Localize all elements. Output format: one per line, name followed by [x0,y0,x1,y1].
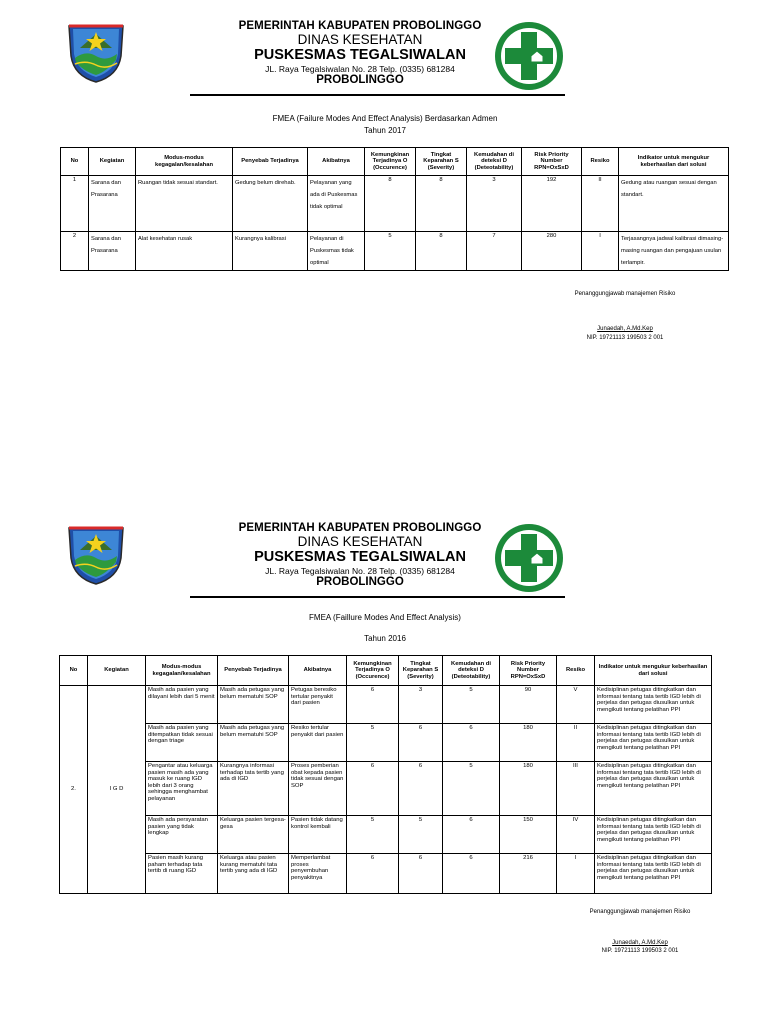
col-header: Modus-modus kegagalan/kesalahan [136,148,233,176]
signatory-nip: NIP. 19721113 199503 2 001 [601,948,679,954]
document-sheet-2016 [0,512,768,1024]
col-header: No [61,148,89,176]
fmea-table-2016 [59,655,712,894]
cell-resiko: I [582,232,619,271]
cell-resiko: III [557,762,595,816]
cell-modus: Pengantar atau keluarga pasien masih ada yang masuk ke ruang IGD lebih dari 3 orang sehingga menghambat pelayanan [146,762,218,816]
cell-detectability: 5 [443,762,500,816]
cell-kegiatan: Sarana dan Prasarana [89,232,136,271]
cell-detectability: 6 [443,854,500,894]
cell-indikator: Gedung atau ruangan sesuai dengan standart. [619,176,729,232]
cell-rpn: 216 [500,854,557,894]
col-header: Penyebab Terjadinya [233,148,308,176]
col-header: Kegiatan [89,148,136,176]
col-header: Akibatnya [308,148,365,176]
col-header: Kemudahan di deteksi D (Deteotability) [467,148,522,176]
cell-occurence: 8 [365,176,416,232]
col-header: Kemungkinan Terjadinya O (Occurence) [347,656,399,686]
cell-severity: 8 [416,176,467,232]
cell-severity: 5 [399,816,443,854]
col-header: Kegiatan [88,656,146,686]
cell-rpn: 90 [500,686,557,724]
cell-severity: 6 [399,762,443,816]
document-year: Tahun 2016 [364,634,406,643]
cell-penyebab: Keluarga pasien tergesa-gesa [218,816,289,854]
cell-indikator: Terjasangnya jadwal kalibrasi dimasing-masing ruangan dan pengajuan usulan terlampir. [619,232,729,271]
document-title: FMEA (Faillure Modes And Effect Analysis) [309,613,461,622]
cell-penyebab: Gedung belum direhab. [233,176,308,232]
cell-occurence: 6 [347,762,399,816]
header-address: JL. Raya Tegalsiwalan No. 28 Telp. (0335) 681284 [265,566,455,576]
header-government: PEMERINTAH KABUPATEN PROBOLINGGO [238,522,482,534]
probolinggo-coat-of-arms-logo [66,20,126,84]
cell-detectability: 3 [467,176,522,232]
cell-akibat: Pelayanan di Puskesmas tidak optimal [308,232,365,271]
header-address: JL. Raya Tegalsiwalan No. 28 Telp. (0335) 681284 [265,64,455,74]
letterhead-divider [190,596,565,598]
cell-occurence: 5 [347,724,399,762]
cell-severity: 6 [399,724,443,762]
table-row [60,686,712,724]
cell-modus: Ruangan tidak sesuai standart. [136,176,233,232]
table-row [60,762,712,816]
cell-indikator: Kedisiplinan petugas ditingkatkan dan informasi tentang tata tertib IGD lebih di perjelas dan petugas diusulkan untuk mengikuti tentang pelatihan PPI [595,854,712,894]
cell-indikator: Kedisiplinan petugas ditingkatkan dan informasi tentang tata tertib IGD lebih di perjelas dan petugas diusulkan untuk mengikuti tentang pelatihan PPI [595,686,712,724]
cell-modus: Masih ada persyaratan pasien yang tidak lengkap [146,816,218,854]
header-government: PEMERINTAH KABUPATEN PROBOLINGGO [238,20,482,32]
cell-severity: 6 [399,854,443,894]
cell-penyebab: Masih ada petugas yang belum mematuhi SOP [218,724,289,762]
signatory-nip: NIP. 19721113 199503 2 001 [586,335,664,341]
table-row [61,176,729,232]
col-header: Risk Priority Number RPN=OxSxD [522,148,582,176]
cell-occurence: 5 [365,232,416,271]
signatory-name: Junaedah, A.Md.Kep [612,940,668,946]
cell-akibat: Pelayanan yang ada di Puskesmas tidak optimal [308,176,365,232]
cell-occurence: 5 [347,816,399,854]
header-department: DINAS KESEHATAN [297,534,423,549]
cell-kegiatan: I G D [88,686,146,894]
probolinggo-coat-of-arms-logo [66,522,126,586]
letterhead-divider [190,94,565,96]
header-city: PROBOLINGGO [316,576,404,588]
cell-severity: 8 [416,232,467,271]
puskesmas-green-cross-logo [493,20,565,92]
cell-resiko: IV [557,816,595,854]
col-header: No [60,656,88,686]
cell-resiko: I [557,854,595,894]
signatory-name: Junaedah, A.Md.Kep [597,326,653,332]
col-header: Kemungkinan Terjadinya O (Occurence) [365,148,416,176]
col-header: Tingkat Keparahan S (Severity) [416,148,467,176]
cell-rpn: 150 [500,816,557,854]
col-header: Modus-modus kegagalan/kesalahan [146,656,218,686]
table-row [61,232,729,271]
cell-rpn: 280 [522,232,582,271]
col-header: Akibatnya [289,656,347,686]
col-header: Kemudahan di deteksi D (Deteotability) [443,656,500,686]
cell-detectability: 6 [443,816,500,854]
col-header: Resiko [582,148,619,176]
cell-severity: 3 [399,686,443,724]
col-header: Penyebab Terjadinya [218,656,289,686]
header-puskesmas: PUSKESMAS TEGALSIWALAN [254,47,466,63]
cell-modus: Alat kesehatan rusak [136,232,233,271]
cell-rpn: 180 [500,762,557,816]
cell-indikator: Kedisiplinan petugas ditingkatkan dan informasi tentang tata tertib IGD lebih di perjelas dan petugas diusulkan untuk mengikuti tentang pelatihan PPI [595,762,712,816]
cell-detectability: 5 [443,686,500,724]
cell-penyebab: Keluarga atau pasien kurang mematuhi tata tertib yang ada di IGD [218,854,289,894]
cell-kegiatan: Sarana dan Prasarana [89,176,136,232]
cell-no: 2 [61,232,89,271]
col-header: Indikator untuk mengukur keberhasilan dari solusi [595,656,712,686]
table-row [60,724,712,762]
cell-akibat: Resiko tertular penyakit dari pasien [289,724,347,762]
cell-no: 1 [61,176,89,232]
table-row [60,854,712,894]
signatory-role: Penanggungjawab manajemen Risiko [574,291,676,297]
cell-indikator: Kedisiplinan petugas ditingkatkan dan informasi tentang tata tertib IGD lebih di perjelas dan petugas diusulkan untuk mengikuti tentang pelatihan PPI [595,816,712,854]
cell-occurence: 6 [347,854,399,894]
col-header: Tingkat Keparahan S (Severity) [399,656,443,686]
cell-akibat: Memperlambat proses penyembuhan penyakitnya [289,854,347,894]
cell-detectability: 7 [467,232,522,271]
puskesmas-green-cross-logo [493,522,565,594]
table-header-row [60,656,712,686]
cell-resiko: II [557,724,595,762]
document-year: Tahun 2017 [364,126,406,135]
cell-rpn: 180 [500,724,557,762]
cell-penyebab: Kurangnya kalibrasi [233,232,308,271]
col-header: Resiko [557,656,595,686]
cell-akibat: Petugas beresiko tertular penyakit dari pasien [289,686,347,724]
cell-indikator: Kedisiplinan petugas ditingkatkan dan informasi tentang tata tertib IGD lebih di perjelas dan petugas diusulkan untuk mengikuti tentang pelatihan PPI [595,724,712,762]
cell-modus: Pasien masih kurang paham terhadap tata tertib di ruang IGD [146,854,218,894]
document-title: FMEA (Failure Modes And Effect Analysis) Berdasarkan Admen [272,114,498,123]
cell-penyebab: Kurangnya informasi terhadap tata tertib yang ada di IGD [218,762,289,816]
cell-akibat: Pasien tidak datang kontrol kembali [289,816,347,854]
cell-rpn: 192 [522,176,582,232]
col-header: Indikator untuk mengukur keberhasilan dari solusi [619,148,729,176]
col-header: Risk Priority Number RPN=OxSxD [500,656,557,686]
fmea-table-2017 [60,147,729,271]
cell-detectability: 6 [443,724,500,762]
cell-resiko: II [582,176,619,232]
table-row [60,816,712,854]
cell-occurence: 6 [347,686,399,724]
header-department: DINAS KESEHATAN [297,32,423,47]
cell-penyebab: Masih ada petugas yang belum mematuhi SOP [218,686,289,724]
header-puskesmas: PUSKESMAS TEGALSIWALAN [254,549,466,565]
cell-modus: Masih ada pasien yang ditempatkan tidak sesuai dengan triage [146,724,218,762]
cell-no: 2. [60,686,88,894]
table-header-row [61,148,729,176]
signatory-role: Penanggungjawab manajemen Risiko [589,909,691,915]
cell-modus: Masih ada pasien yang dilayani lebih dari 5 menit [146,686,218,724]
header-city: PROBOLINGGO [316,74,404,86]
cell-resiko: V [557,686,595,724]
cell-akibat: Proses pemberian obat kepada pasien tidak sesuai dengan SOP [289,762,347,816]
